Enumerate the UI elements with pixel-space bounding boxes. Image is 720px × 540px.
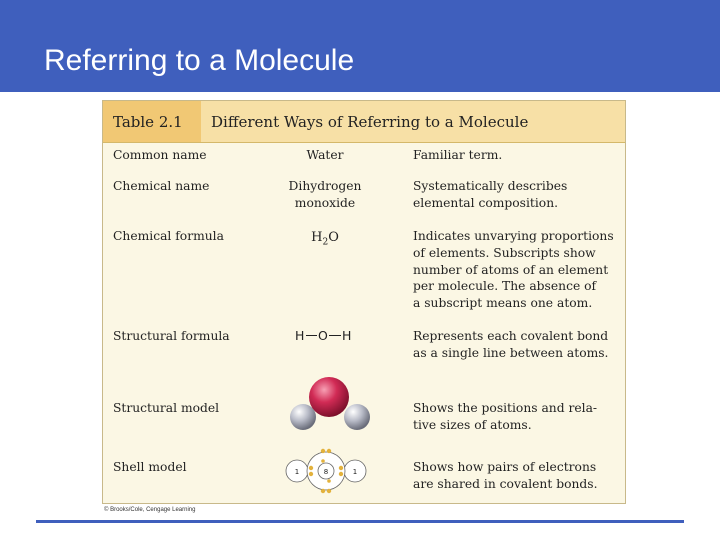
shell-left-number: 1	[294, 468, 300, 476]
row-chemical-name-example	[279, 178, 371, 212]
structural-formula-drawing	[295, 327, 355, 343]
molecule-model-drawing	[283, 371, 375, 439]
shell-right-number: 1	[352, 468, 358, 476]
electron	[309, 472, 313, 476]
row-common-name-example: Water	[306, 148, 344, 162]
example-line: Dihydrogen	[288, 179, 362, 193]
slide-title: Referring to a Molecule	[44, 44, 355, 77]
formula-subscript: 2	[322, 237, 329, 248]
row-shell-model-description	[413, 459, 623, 493]
oxygen-atom	[309, 377, 349, 417]
row-chemical-formula-example	[279, 229, 371, 251]
hydrogen-atom	[344, 404, 370, 430]
description-line: a subscript means one atom.	[413, 296, 593, 311]
electron	[321, 449, 325, 453]
electron	[309, 466, 313, 470]
description-line: Familiar term.	[413, 148, 503, 162]
copyright-notice: © Brooks/Cole, Cengage Learning	[104, 507, 196, 513]
description-line: of elements. Subscripts show	[413, 245, 596, 260]
electron	[321, 459, 325, 463]
description-line: as a single line between atoms.	[413, 345, 609, 360]
formula-h: H	[311, 230, 323, 245]
row-chemical-name-label: Chemical name	[113, 179, 210, 193]
description-line: Shows the positions and rela-	[413, 401, 598, 415]
electron	[339, 472, 343, 476]
table	[102, 100, 626, 504]
row-common-name-label: Common name	[113, 148, 207, 162]
electron	[321, 489, 325, 493]
row-structural-model-description	[413, 400, 623, 434]
table-number: Table 2.1	[113, 113, 183, 131]
row-common-name-description	[413, 147, 623, 164]
description-line: Indicates unvarying proportions	[413, 229, 614, 243]
footer-line	[36, 520, 684, 523]
shell-model-drawing	[283, 446, 369, 498]
row-chemical-formula-label: Chemical formula	[113, 229, 224, 243]
shell-center-number: 8	[323, 468, 329, 476]
table-number-badge	[103, 101, 201, 142]
row-chemical-formula-description	[413, 228, 623, 312]
formula-o: O	[328, 230, 339, 245]
h2o-formula	[311, 230, 339, 248]
table-heading: Different Ways of Referring to a Molecule	[211, 113, 529, 131]
description-line: number of atoms of an element	[413, 262, 609, 277]
formula-center-atom: O	[318, 328, 328, 343]
formula-left-atom: H	[295, 328, 305, 343]
electron	[327, 449, 331, 453]
table-header	[103, 101, 625, 143]
description-line: per molecule. The absence of	[413, 279, 597, 294]
row-structural-model-label: Structural model	[113, 401, 220, 415]
description-line: Represents each covalent bond	[413, 329, 609, 343]
row-chemical-name-description	[413, 178, 623, 212]
row-structural-formula-label: Structural formula	[113, 329, 230, 343]
description-line: are shared in covalent bonds.	[413, 476, 598, 491]
description-line: Shows how pairs of electrons	[413, 460, 597, 474]
electron	[327, 479, 331, 483]
example-line: monoxide	[294, 195, 356, 210]
hydrogen-atom	[290, 404, 316, 430]
description-line: Systematically describes	[413, 179, 568, 193]
electron	[327, 489, 331, 493]
row-shell-model-label: Shell model	[113, 460, 187, 474]
description-line: elemental composition.	[413, 195, 559, 210]
row-structural-formula-description	[413, 328, 623, 362]
formula-right-atom: H	[342, 328, 352, 343]
description-line: tive sizes of atoms.	[413, 417, 532, 432]
electron	[339, 466, 343, 470]
